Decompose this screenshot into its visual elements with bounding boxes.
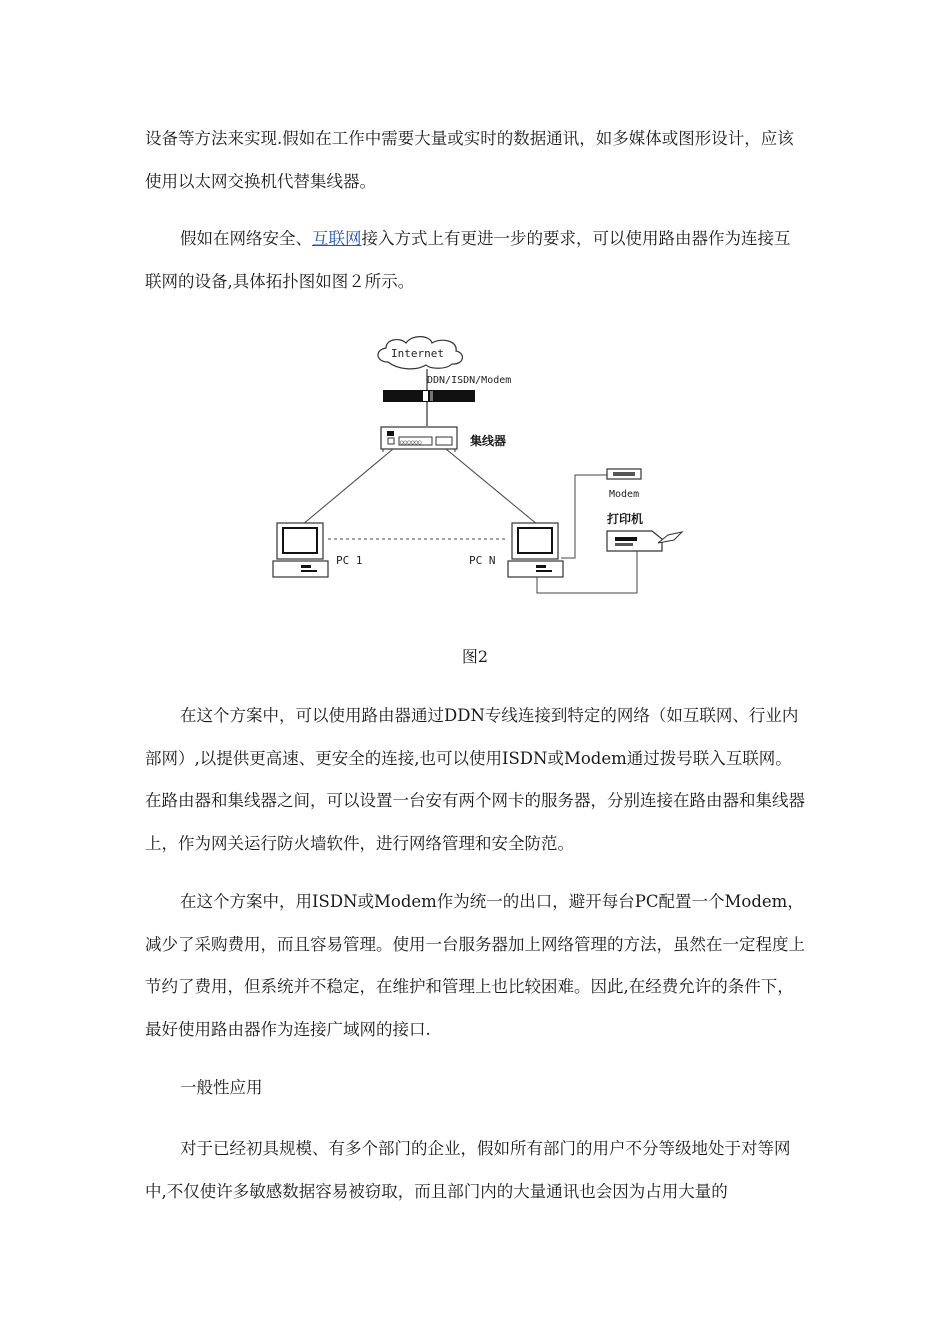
router-label: DDN/ISDN/Modem — [427, 375, 512, 386]
internet-label: Internet — [391, 347, 444, 360]
pc-1-label: PC 1 — [336, 554, 363, 567]
paragraph-4: 在这个方案中，用ISDN或Modem作为统一的出口，避开每台PC配置一个Modem，减少了采购费用，而且容易管理。使用一台服务器加上网络管理的方法，虽然在一定程度上节约了费用，但系统并不稳定，在维护和管理上也比较困难。因此,在经费允许的条件下，最好使用路由器作为连接广域网的接口. — [145, 892, 805, 1039]
internet-link[interactable]: 互联网 — [312, 229, 362, 248]
hub-ports-label: ○○○○○○ — [400, 439, 422, 446]
router-icon — [383, 390, 475, 402]
paragraph-2 — [145, 218, 805, 303]
paragraph-3: 在这个方案中，可以使用路由器通过DDN专线连接到特定的网络（如互联网、行业内部网）,以提供更高速、更安全的连接,也可以使用ISDN或Modem通过拨号联入互联网。在路由器和集线器之间，可以设置一台安有两个网卡的服务器，分别连接在路由器和集线器上，作为网关运行防火墙软件，进行网络管理和安全防范。 — [145, 706, 805, 853]
network-topology-diagram — [270, 325, 690, 605]
section-heading: 一般性应用 — [180, 1078, 263, 1097]
hub-label: 集线器 — [470, 434, 507, 448]
pc-n-icon — [508, 523, 563, 577]
paragraph-1: 设备等方法来实现.假如在工作中需要大量或实时的数据通讯，如多媒体或图形设计，应该使用以太网交换机代替集线器。 — [145, 129, 794, 191]
modem-label: Modem — [609, 489, 640, 500]
paragraph-2-text-a: 假如在网络安全、 — [180, 229, 312, 248]
printer-label: 打印机 — [607, 512, 644, 526]
modem-icon — [607, 469, 641, 479]
figure-caption: 图2 — [461, 647, 489, 666]
paragraph-5: 对于已经初具规模、有多个部门的企业，假如所有部门的用户不分等级地处于对等网中,不仅使许多敏感数据容易被窃取，而且部门内的大量通讯也会因为占用大量的 — [145, 1139, 791, 1201]
printer-icon — [607, 531, 682, 551]
pc-1-icon — [273, 523, 328, 577]
pc-n-label: PC N — [469, 554, 496, 567]
paragraph-2-text-b: 接入方式上有更进一步的要求，可以使用路由器作为连接互联网的设备,具体拓扑图如图２所示。 — [145, 229, 791, 291]
